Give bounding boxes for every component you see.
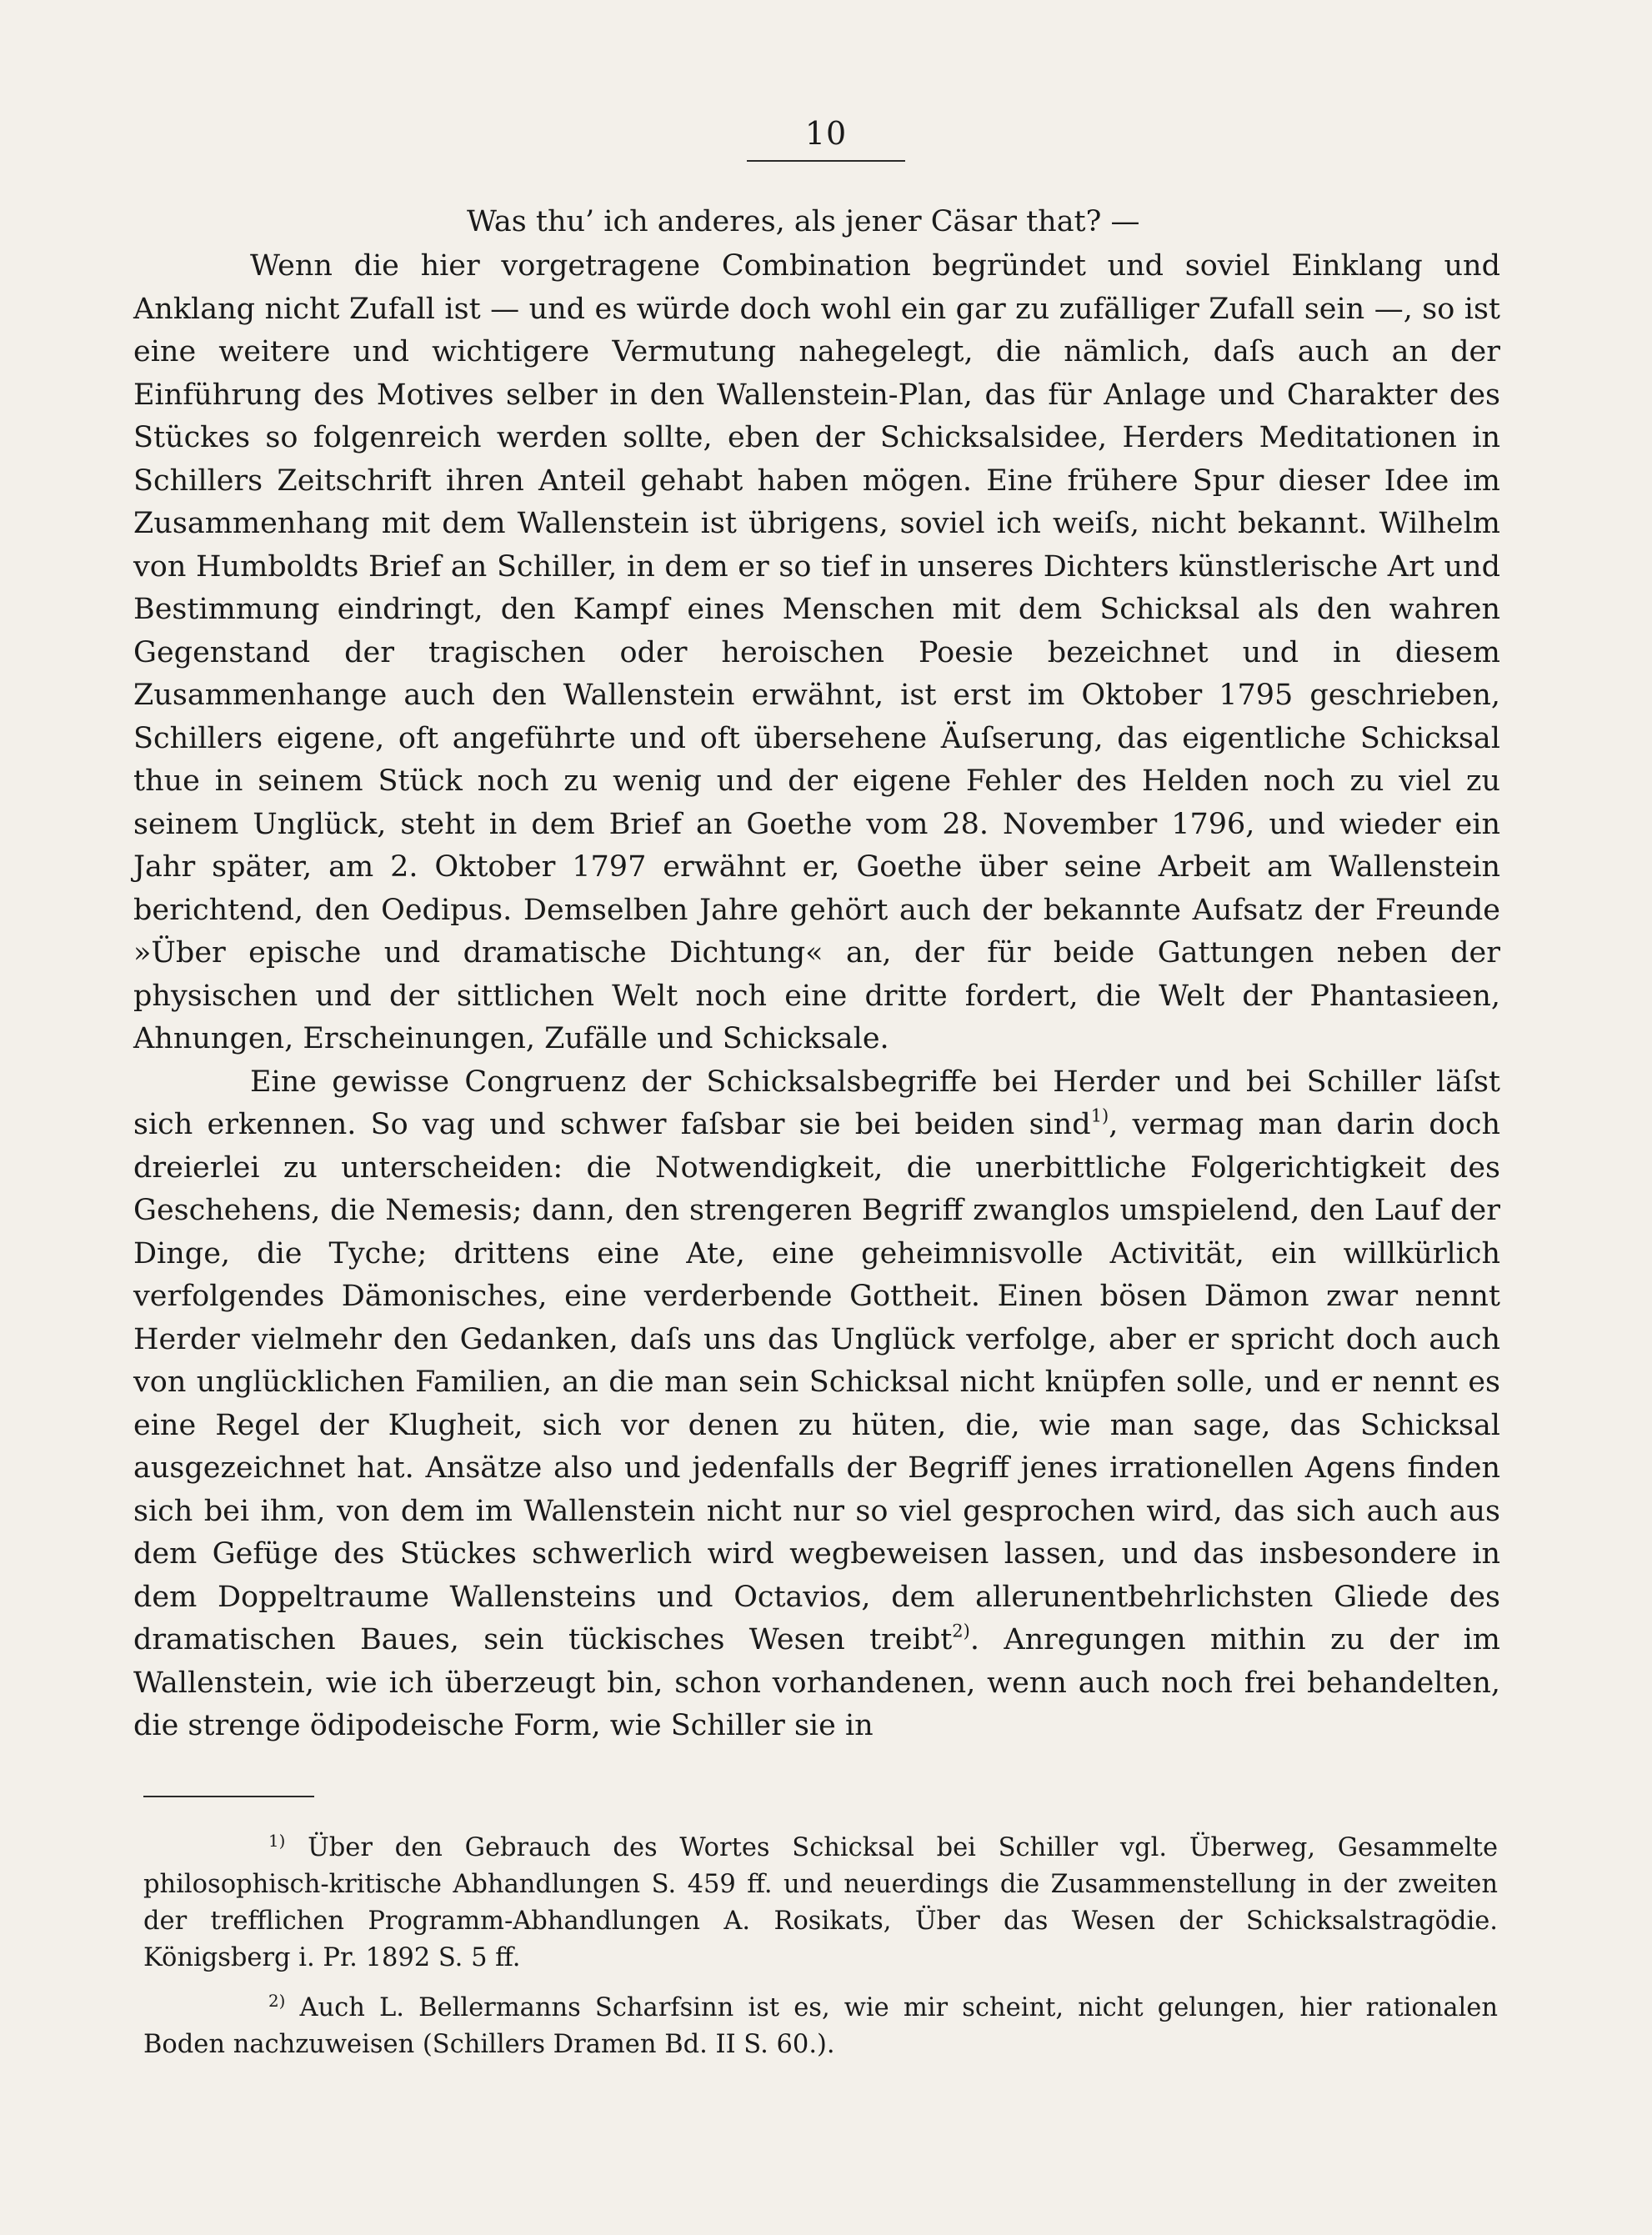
footnote-ref-1: 1) [1090,1105,1109,1126]
paragraph-2-part-a: Eine gewisse Congruenz der Schicksalsbegriffe bei Herder und bei Schiller läſst sich erkennen. So vag und schwer faſsbar sie bei beiden sind [133,1065,1500,1141]
paragraph-2-part-b: , vermag man darin doch dreierlei zu unterscheiden: die Notwendigkeit, die unerbittliche Folgerichtigkeit des Geschehens, die Nemesis; dann, den strengeren Begriff zwanglos umspielend, den Lauf der Dinge, die Tyche; drittens eine Ate, eine geheimnisvolle Activität, ein willkürlich verfolgendes Dämonisches, eine verderbende Gottheit. Einen bösen Dämon zwar nennt Herder vielmehr den Gedanken, daſs uns das Unglück verfolge, aber er spricht doch auch von unglücklichen Familien, an die man sein Schicksal nicht knüpfen solle, und er nennt es eine Regel der Klugheit, sich vor denen zu hüten, die, wie man sage, das Schicksal ausgezeichnet hat. Ansätze also und jedenfalls der Begriff jenes irrationellen Agens finden sich bei ihm, von dem im Wallenstein nicht nur so viel gesprochen wird, das sich auch aus dem Gefüge des Stückes schwerlich wird wegbeweisen lassen, und das insbesondere in dem Doppeltraume Wallensteins und Octavios, dem allerunentbehrlichsten Gliede des dramatischen Baues, sein tückisches Wesen treibt [133,1108,1500,1656]
page-number-rule [747,160,905,162]
footnote-1 [143,1830,1498,1977]
epigraph: Was thu’ ich anderes, als jener Cäsar that? — [467,205,1140,238]
footnote-2 [143,1990,1498,2063]
body-text [133,245,1500,1748]
footnote-2-text: Auch L. Bellermanns Scharfsinn ist es, wie mir scheint, nicht gelungen, hier rationalen Boden nachzuweisen (Schillers Dramen Bd. II S. 60.). [143,1993,1498,2059]
paragraph-2-part-c: . Anregungen mithin zu der im Wallenstein, wie ich überzeugt bin, schon vorhandenen, wenn auch noch frei behandelten, die strenge ödipodeische Form, wie Schiller sie in [133,1623,1500,1742]
paragraph-2 [133,1061,1500,1748]
footnote-ref-2: 2) [952,1621,970,1641]
footnote-1-marker: 1) [268,1832,286,1852]
footnotes [143,1830,1498,2077]
paragraph-1: Wenn die hier vorgetragene Combination begründet und soviel Einklang und Anklang nicht Zufall ist — und es würde doch wohl ein gar zu zufälliger Zufall sein —, so ist eine weitere und wichtigere Vermutung nahegelegt, die nämlich, daſs auch an der Einführung des Motives selber in den Wallenstein-Plan, das für Anlage und Charakter des Stückes so folgenreich werden sollte, eben der Schicksalsidee, Herders Meditationen in Schillers Zeitschrift ihren Anteil gehabt haben mögen. Eine frühere Spur dieser Idee im Zusammenhang mit dem Wallenstein ist übrigens, soviel ich weiſs, nicht bekannt. Wilhelm von Humboldts Brief an Schiller, in dem er so tief in unseres Dichters künstlerische Art und Bestimmung eindringt, den Kampf eines Menschen mit dem Schicksal als den wahren Gegenstand der tragischen oder heroischen Poesie bezeichnet und in diesem Zusammenhange auch den Wallenstein erwähnt, ist erst im Oktober 1795 geschrieben, Schillers eigene, oft angeführte und oft übersehene Äuſserung, das eigentliche Schicksal thue in seinem Stück noch zu wenig und der eigene Fehler des Helden noch zu viel zu seinem Unglück, steht in dem Brief an Goethe vom 28. November 1796, und wieder ein Jahr später, am 2. Oktober 1797 erwähnt er, Goethe über seine Arbeit am Wallenstein berichtend, den Oedipus. Demselben Jahre gehört auch der bekannte Aufsatz der Freunde »Über epische und dramatische Dichtung« an, der für beide Gattungen neben der physischen und der sittlichen Welt noch eine dritte fordert, die Welt der Phantasieen, Ahnungen, Erscheinungen, Zufälle und Schicksale. [133,249,1500,1055]
footnote-separator [143,1796,314,1797]
footnote-2-marker: 2) [268,1992,286,2012]
page-number: 10 [804,115,848,152]
footnote-1-text: Über den Gebrauch des Wortes Schicksal bei Schiller vgl. Überweg, Gesammelte philosophisch-kritische Abhandlungen S. 459 ff. und neuerdings die Zusammenstellung in der zweiten der trefflichen Programm-Abhandlungen A. Rosikats, Über das Wesen der Schicksalstragödie. Königsberg i. Pr. 1892 S. 5 ff. [143,1833,1498,1972]
